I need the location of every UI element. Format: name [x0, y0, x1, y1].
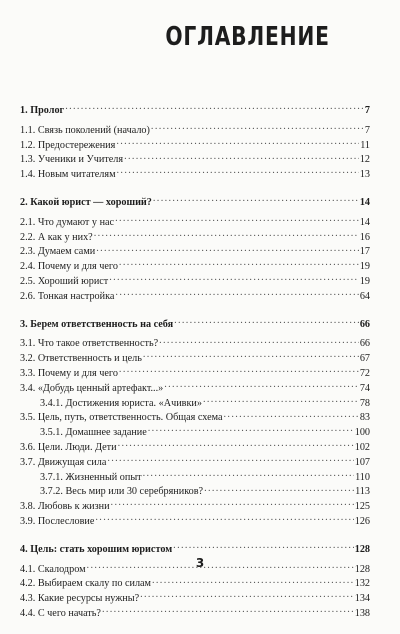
- toc-entry-page: 72: [359, 367, 370, 379]
- table-of-contents: [20, 103, 370, 634]
- toc-chapter-heading: [20, 317, 370, 332]
- toc-entry-page: 66: [359, 318, 370, 330]
- toc-entry: [20, 336, 370, 351]
- toc-chapter-heading: [20, 103, 370, 118]
- toc-entry-page: 66: [359, 338, 370, 350]
- toc-entry-page: 11: [360, 139, 370, 151]
- dot-leader: [143, 351, 359, 361]
- dot-leader: [124, 152, 359, 162]
- toc-entry: [20, 591, 370, 606]
- toc-entry-page: 113: [355, 486, 370, 498]
- dot-leader: [152, 576, 354, 586]
- toc-entry-label: 3.5. Цель, путь, ответственность. Общая схема: [20, 412, 223, 424]
- toc-entry-page: 16: [359, 231, 370, 243]
- toc-entry-label: 1.1. Связь поколений (начало): [20, 124, 150, 136]
- dot-leader: [109, 274, 359, 284]
- toc-section: [20, 195, 370, 304]
- dot-leader: [174, 317, 359, 327]
- toc-entry-label: 2. Какой юрист — хороший?: [20, 196, 152, 208]
- toc-entry-label: 3.4. «Добудь ценный артефакт...»: [20, 382, 164, 394]
- toc-entry-label: 3.2. Ответственность и цель: [20, 353, 142, 365]
- toc-entry: [20, 274, 370, 289]
- toc-entry: [20, 410, 370, 425]
- dot-leader: [151, 123, 364, 133]
- toc-entry-page: 83: [359, 412, 370, 424]
- toc-entry-page: 74: [359, 382, 370, 394]
- toc-entry-label: 3. Берем ответственность на себя: [20, 318, 174, 330]
- toc-entry: [20, 351, 370, 366]
- toc-entry-label: 3.3. Почему и для чего: [20, 367, 118, 379]
- toc-chapter-heading: [20, 195, 370, 210]
- toc-entry: [20, 381, 370, 396]
- toc-entry-label: 1. Пролог: [20, 105, 65, 116]
- dot-leader: [204, 484, 354, 494]
- toc-entry-page: 17: [359, 246, 370, 258]
- toc-entry-page: 132: [354, 578, 370, 590]
- toc-entry-page: 126: [354, 515, 370, 527]
- toc-entry-label: 4.1. Скалодром: [20, 563, 86, 575]
- toc-entry: [20, 455, 370, 470]
- toc-chapter-heading: [20, 542, 370, 557]
- toc-section: [20, 317, 370, 529]
- toc-entry-page: 14: [359, 216, 370, 228]
- toc-entry: [20, 470, 370, 485]
- dot-leader: [65, 103, 364, 113]
- toc-entry: [20, 167, 370, 182]
- dot-leader: [107, 455, 353, 465]
- toc-entry: [20, 576, 370, 591]
- toc-entry-label: 4.4. С чего начать?: [20, 607, 101, 619]
- toc-entry: [20, 215, 370, 230]
- toc-entry: [20, 606, 370, 621]
- dot-leader: [159, 336, 359, 346]
- toc-entry: [20, 230, 370, 245]
- toc-entry-page: 19: [359, 261, 370, 273]
- toc-entry: [20, 499, 370, 514]
- toc-entry-page: 134: [354, 593, 370, 605]
- toc-entry: [20, 396, 370, 411]
- dot-leader: [111, 499, 354, 509]
- toc-entry: [20, 514, 370, 529]
- toc-entry-label: 3.9. Послесловие: [20, 515, 95, 527]
- toc-entry-label: 1.2. Предостережения: [20, 139, 116, 151]
- toc-entry-label: 3.7.1. Жизненный опыт: [40, 471, 142, 483]
- toc-section: [20, 542, 370, 621]
- toc-entry-page: 64: [359, 290, 370, 302]
- dot-leader: [95, 514, 353, 524]
- toc-entry-label: 2.3. Думаем сами: [20, 246, 96, 258]
- toc-entry: [20, 425, 370, 440]
- toc-entry: [20, 138, 370, 153]
- dot-leader: [224, 410, 359, 420]
- toc-entry-page: 78: [359, 397, 370, 409]
- toc-entry-page: 100: [354, 427, 370, 439]
- dot-leader: [203, 396, 359, 406]
- toc-entry-page: 102: [354, 441, 370, 453]
- dot-leader: [96, 244, 359, 254]
- toc-entry: [20, 123, 370, 138]
- dot-leader: [164, 381, 359, 391]
- page-title: ОГЛАВЛЕНИЕ: [165, 22, 330, 52]
- toc-entry-label: 2.4. Почему и для чего: [20, 261, 118, 273]
- toc-entry-label: 1.3. Ученики и Учителя: [20, 154, 124, 166]
- dot-leader: [94, 230, 359, 240]
- toc-entry-label: 3.4.1. Достижения юриста. «Ачивки»: [40, 397, 202, 409]
- toc-entry-label: 3.7. Движущая сила: [20, 456, 107, 468]
- page-number: 3: [195, 556, 205, 570]
- toc-entry-page: 110: [355, 471, 370, 483]
- toc-entry-label: 4.3. Какие ресурсы нужны?: [20, 593, 140, 605]
- toc-entry-page: 128: [354, 543, 370, 555]
- toc-entry-page: 138: [354, 607, 370, 619]
- toc-entry-page: 67: [359, 353, 370, 365]
- toc-entry-label: 3.5.1. Домашнее задание: [40, 427, 147, 439]
- toc-entry-page: 12: [359, 154, 370, 166]
- toc-entry-label: 4. Цель: стать хорошим юристом: [20, 543, 173, 555]
- toc-entry-label: 2.6. Тонкая настройка: [20, 290, 115, 302]
- dot-leader: [119, 259, 359, 269]
- toc-entry-label: 4.2. Выбираем скалу по силам: [20, 578, 152, 590]
- toc-entry-label: 1.4. Новым читателям: [20, 169, 116, 181]
- dot-leader: [153, 195, 359, 205]
- dot-leader: [148, 425, 354, 435]
- toc-entry: [20, 366, 370, 381]
- toc-entry: [20, 152, 370, 167]
- toc-entry-page: 128: [354, 563, 370, 575]
- dot-leader: [102, 606, 354, 616]
- toc-entry: [20, 259, 370, 274]
- toc-entry-label: 2.1. Что думают у нас: [20, 216, 115, 228]
- toc-entry-label: 3.7.2. Весь мир или 30 серебряников?: [40, 486, 204, 498]
- toc-entry-page: 7: [364, 124, 370, 136]
- dot-leader: [119, 366, 359, 376]
- toc-entry-page: 13: [359, 169, 370, 181]
- toc-entry: [20, 440, 370, 455]
- toc-entry: [20, 244, 370, 259]
- toc-section: [20, 103, 370, 182]
- toc-entry-page: 19: [359, 275, 370, 287]
- toc-entry: [20, 484, 370, 499]
- toc-entry-page: 14: [359, 196, 370, 208]
- dot-leader: [117, 167, 359, 177]
- dot-leader: [116, 138, 359, 148]
- toc-entry-label: 3.8. Любовь к жизни: [20, 501, 110, 513]
- dot-leader: [143, 470, 354, 480]
- dot-leader: [118, 440, 354, 450]
- toc-entry-page: 125: [354, 501, 370, 513]
- toc-entry-page: 107: [354, 456, 370, 468]
- toc-entry-label: 2.5. Хороший юрист: [20, 275, 109, 287]
- dot-leader: [115, 215, 359, 225]
- toc-entry: [20, 289, 370, 304]
- dot-leader: [173, 542, 354, 552]
- dot-leader: [115, 289, 358, 299]
- toc-entry-page: 7: [364, 105, 370, 116]
- toc-entry-label: 3.6. Цели. Люди. Дети: [20, 441, 117, 453]
- toc-entry-label: 2.2. А как у них?: [20, 231, 93, 243]
- toc-entry-label: 3.1. Что такое ответственность?: [20, 338, 159, 350]
